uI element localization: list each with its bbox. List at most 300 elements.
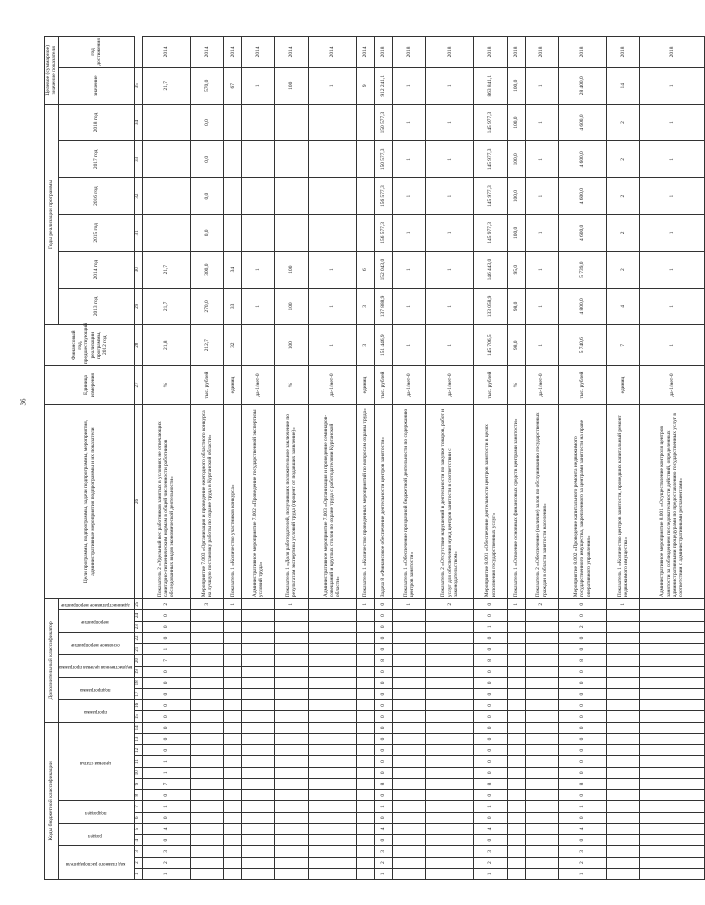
code-digit: 0	[374, 700, 392, 711]
row-year-value: 4 600,0	[558, 104, 607, 141]
column-number: 15	[135, 711, 142, 722]
code-digit	[242, 846, 275, 857]
code-digit	[392, 733, 425, 744]
row-fin: 100	[275, 325, 308, 366]
row-year-value: 1	[425, 104, 474, 141]
row-fin: 145 706,5	[474, 325, 507, 366]
code-digit	[224, 711, 242, 722]
code-digit	[640, 868, 704, 879]
code-digit: 0	[558, 599, 607, 610]
code-digit: 8	[374, 655, 392, 666]
code-digit: 0	[374, 677, 392, 688]
code-digit	[275, 700, 308, 711]
code-digit: 2	[425, 599, 474, 610]
code-digit	[242, 801, 275, 812]
row-name: Задача 8 «Финансовое обеспечение деятельности центров занятости»	[374, 404, 392, 598]
code-digit: 4	[474, 823, 507, 834]
code-digit: 0	[374, 756, 392, 767]
row-year-value: 6	[357, 251, 375, 288]
row-year-value	[224, 141, 242, 178]
code-digit	[640, 689, 704, 700]
code-digit	[357, 812, 375, 823]
code-digit: 0	[374, 711, 392, 722]
code-digit	[191, 632, 224, 643]
column-number: 6	[135, 812, 142, 823]
code-digit: 0	[374, 666, 392, 677]
code-digit	[640, 722, 704, 733]
row-year-value: 100	[275, 288, 308, 325]
code-digit	[191, 778, 224, 789]
code-digit: 1	[558, 801, 607, 812]
row-fin: 32	[224, 325, 242, 366]
code-digit	[507, 801, 525, 812]
code-digit	[425, 722, 474, 733]
code-digit	[357, 610, 375, 621]
row-year-value: 0,0	[191, 141, 224, 178]
code-digit	[392, 722, 425, 733]
code-digit	[607, 677, 640, 688]
code-digit: 0	[142, 812, 191, 823]
row-year-value: 2	[607, 104, 640, 141]
code-digit	[308, 857, 357, 868]
code-digit: 0	[558, 632, 607, 643]
row-fin: 1	[308, 325, 357, 366]
row-year: 2014	[308, 37, 357, 68]
row-year-value: 152 043,0	[374, 251, 392, 288]
code-digit	[507, 868, 525, 879]
code-digit	[392, 857, 425, 868]
row-year-value: 1	[640, 251, 704, 288]
code-digit	[392, 868, 425, 879]
code-digit	[425, 689, 474, 700]
code-digit	[357, 700, 375, 711]
code-digit	[640, 733, 704, 744]
code-digit	[191, 801, 224, 812]
column-number: 26	[135, 404, 142, 598]
code-digit	[525, 767, 558, 778]
code-digit	[275, 689, 308, 700]
row-year: 2014	[224, 37, 242, 68]
code-digit	[392, 711, 425, 722]
header-y2013: 2013 год	[58, 288, 135, 325]
code-digit	[392, 644, 425, 655]
row-year-value	[242, 214, 275, 251]
row-year-value	[242, 178, 275, 215]
row-year-value: 21,7	[142, 251, 191, 288]
code-digit: 0	[142, 835, 191, 846]
row-year-value	[308, 141, 357, 178]
row-year-value	[275, 104, 308, 141]
code-digit: 8	[374, 778, 392, 789]
code-digit	[308, 846, 357, 857]
code-digit	[357, 722, 375, 733]
row-year-value: 1	[425, 178, 474, 215]
row-unit: %	[142, 366, 191, 405]
row-year: 2018	[525, 37, 558, 68]
header-fin: Финансовый год, предшествующий реализации программы, 2012 год	[45, 325, 135, 366]
code-digit	[640, 621, 704, 632]
header-y2015: 2015 год	[58, 214, 135, 251]
code-digit	[224, 868, 242, 879]
row-year-value: 4 600,0	[558, 178, 607, 215]
code-digit: 0	[474, 689, 507, 700]
header-y2018: 2018 год	[58, 104, 135, 141]
code-digit	[525, 812, 558, 823]
code-digit	[525, 632, 558, 643]
code-digit	[308, 632, 357, 643]
row-year-value: 145 977,3	[474, 178, 507, 215]
code-digit	[224, 722, 242, 733]
code-digit	[224, 778, 242, 789]
row-year: 2014	[242, 37, 275, 68]
code-digit	[242, 745, 275, 756]
code-digit	[507, 632, 525, 643]
row-year-value: 145 977,3	[474, 214, 507, 251]
code-digit: 0	[374, 812, 392, 823]
code-digit: 2	[558, 857, 607, 868]
code-digit: 0	[558, 722, 607, 733]
row-fin: 5 740,6	[558, 325, 607, 366]
row-year-value: 137 888,9	[374, 288, 392, 325]
code-digit: 2	[558, 621, 607, 632]
row-year-value: 1	[425, 214, 474, 251]
code-digit	[308, 655, 357, 666]
code-digit	[425, 700, 474, 711]
code-digit	[607, 700, 640, 711]
code-digit	[191, 655, 224, 666]
code-digit	[242, 621, 275, 632]
code-digit	[224, 677, 242, 688]
code-digit: 0	[474, 733, 507, 744]
code-digit	[357, 835, 375, 846]
row-year: 2018	[474, 37, 507, 68]
column-number: 20	[135, 655, 142, 666]
code-digit	[242, 733, 275, 744]
row-total: 863 841,1	[474, 67, 507, 104]
row-fin: 151 446,9	[374, 325, 392, 366]
row-unit: %	[507, 366, 525, 405]
row-total: 1	[425, 67, 474, 104]
code-digit	[425, 644, 474, 655]
code-digit: 0	[474, 632, 507, 643]
code-digit	[357, 711, 375, 722]
header-administr: административное мероприятие	[58, 599, 135, 610]
code-digit	[275, 790, 308, 801]
code-digit	[392, 812, 425, 823]
table-row	[224, 37, 242, 880]
code-digit: 0	[142, 677, 191, 688]
code-digit	[507, 846, 525, 857]
code-digit: 7	[142, 778, 191, 789]
table-row	[142, 37, 191, 880]
code-digit: 7	[142, 655, 191, 666]
row-year-value: 1	[640, 178, 704, 215]
row-year-value	[357, 104, 375, 141]
row-year-value: 1	[640, 288, 704, 325]
code-digit	[525, 610, 558, 621]
row-name: Показатель 1 «Доля работодателей, получивших положительное заключение по результатам экспертизы условий труда (процент от подавших заявление)»	[275, 404, 308, 598]
column-number: 18	[135, 677, 142, 688]
header-activity2: мероприятие	[58, 610, 135, 632]
code-digit	[607, 632, 640, 643]
code-digit	[425, 767, 474, 778]
code-digit	[640, 790, 704, 801]
code-digit	[425, 857, 474, 868]
code-digit	[275, 767, 308, 778]
row-year-value: 2	[607, 251, 640, 288]
code-digit: 3	[374, 846, 392, 857]
table-row	[308, 37, 357, 880]
row-year-value: 0,0	[191, 214, 224, 251]
code-digit: 2	[474, 857, 507, 868]
code-digit: 8	[558, 778, 607, 789]
row-year: 2018	[640, 37, 704, 68]
row-name: Показатель 1 «Обеспечение прозрачной бюджетной деятельности по содержанию центров занятости»	[392, 404, 425, 598]
row-year: 2018	[507, 37, 525, 68]
code-digit: 0	[474, 745, 507, 756]
code-digit	[224, 666, 242, 677]
code-digit: 2	[142, 857, 191, 868]
code-digit	[357, 621, 375, 632]
row-year-value: 1	[525, 288, 558, 325]
column-number: 30	[135, 251, 142, 288]
code-digit	[308, 666, 357, 677]
header-final: Целевое (суммарное) значение показателя	[45, 37, 59, 105]
code-digit	[392, 700, 425, 711]
row-year-value: 1	[392, 178, 425, 215]
code-digit	[640, 655, 704, 666]
row-unit: тыс. рублей	[474, 366, 507, 405]
code-digit	[640, 767, 704, 778]
code-digit	[507, 857, 525, 868]
code-digit	[242, 778, 275, 789]
code-digit	[640, 610, 704, 621]
code-digit: 0	[558, 756, 607, 767]
program-table	[44, 36, 705, 880]
code-digit	[275, 745, 308, 756]
code-digit	[425, 632, 474, 643]
code-digit	[242, 655, 275, 666]
code-digit	[191, 745, 224, 756]
code-digit	[607, 655, 640, 666]
code-digit: 3	[558, 846, 607, 857]
code-digit	[640, 812, 704, 823]
header-podrazdel: подраздел	[58, 801, 135, 823]
code-digit	[392, 677, 425, 688]
column-number: 23	[135, 621, 142, 632]
code-digit	[357, 756, 375, 767]
row-year-value: 1	[392, 141, 425, 178]
code-digit	[191, 812, 224, 823]
code-digit: 0	[558, 835, 607, 846]
code-digit	[224, 801, 242, 812]
row-year-value: 1	[392, 214, 425, 251]
row-year-value: 100,0	[507, 178, 525, 215]
code-digit: 1	[558, 868, 607, 879]
row-year-value: 150 577,3	[374, 104, 392, 141]
code-digit	[640, 677, 704, 688]
code-digit	[525, 790, 558, 801]
code-digit: 0	[374, 722, 392, 733]
row-year-value	[142, 104, 191, 141]
table-row	[357, 37, 375, 880]
column-number: 2	[135, 857, 142, 868]
code-digit	[191, 733, 224, 744]
column-number: 28	[135, 325, 142, 366]
code-digit	[607, 790, 640, 801]
code-digit	[525, 857, 558, 868]
row-year: 2014	[142, 37, 191, 68]
row-year-value	[357, 141, 375, 178]
row-year-value: 270,0	[191, 288, 224, 325]
code-digit	[308, 733, 357, 744]
row-name: Административное мероприятие 7.002 «Проведение государственной экспертизы условий труда»	[242, 404, 275, 598]
code-digit	[275, 722, 308, 733]
code-digit	[242, 812, 275, 823]
code-digit	[357, 767, 375, 778]
code-digit	[607, 689, 640, 700]
row-year-value: 34	[224, 251, 242, 288]
code-digit	[607, 778, 640, 789]
code-digit	[357, 857, 375, 868]
column-number: 5	[135, 823, 142, 834]
code-digit	[607, 812, 640, 823]
code-digit: 0	[142, 700, 191, 711]
row-year-value	[357, 214, 375, 251]
row-name: Показатель 2 «Отсутствие нарушений в деятельности по закупке товаров, работ и услуг для обеспечения нужд центров занятости в соответствии с законодательством»	[425, 404, 474, 598]
code-digit	[425, 621, 474, 632]
header-ved: код главного распорядителя	[58, 846, 135, 880]
code-digit	[224, 733, 242, 744]
row-year-value: 2	[607, 178, 640, 215]
code-digit	[640, 801, 704, 812]
code-digit	[357, 733, 375, 744]
header-unit: Единица измерения	[45, 366, 135, 405]
row-unit: единиц	[224, 366, 242, 405]
code-digit	[275, 711, 308, 722]
header-y2014: 2014 год	[58, 251, 135, 288]
code-digit: 0	[558, 767, 607, 778]
code-digit	[308, 868, 357, 879]
row-year-value: 100,0	[507, 214, 525, 251]
code-digit	[308, 621, 357, 632]
code-digit	[507, 666, 525, 677]
code-digit	[507, 711, 525, 722]
row-year-value: 1	[525, 104, 558, 141]
row-year: 2014	[191, 37, 224, 68]
row-year-value	[224, 214, 242, 251]
code-digit	[607, 644, 640, 655]
code-digit: 0	[474, 756, 507, 767]
row-year-value: 1	[525, 214, 558, 251]
row-year-value	[308, 178, 357, 215]
code-digit	[275, 778, 308, 789]
code-digit	[640, 846, 704, 857]
code-digit	[224, 846, 242, 857]
header-years: Годы реализации программы	[45, 104, 59, 325]
code-digit: 1	[142, 767, 191, 778]
row-unit: %	[275, 366, 308, 405]
row-year-value: 33	[224, 288, 242, 325]
row-year-value: 100,0	[507, 104, 525, 141]
row-unit: тыс. рублей	[374, 366, 392, 405]
code-digit	[425, 666, 474, 677]
row-year-value	[275, 178, 308, 215]
code-digit: 0	[374, 621, 392, 632]
code-digit: 8	[474, 655, 507, 666]
code-digit	[525, 823, 558, 834]
code-digit: 1	[142, 644, 191, 655]
code-digit	[525, 677, 558, 688]
row-unit: тыс. рублей	[191, 366, 224, 405]
code-digit	[525, 700, 558, 711]
code-digit	[425, 823, 474, 834]
code-digit: 1	[392, 599, 425, 610]
code-digit: 0	[474, 610, 507, 621]
code-digit	[242, 632, 275, 643]
code-digit	[308, 689, 357, 700]
code-digit	[191, 621, 224, 632]
column-number: 4	[135, 835, 142, 846]
column-number: 11	[135, 756, 142, 767]
code-digit	[607, 835, 640, 846]
row-year: 2018	[558, 37, 607, 68]
code-digit: 4	[558, 823, 607, 834]
code-digit	[392, 801, 425, 812]
code-digit	[507, 733, 525, 744]
code-digit: 0	[474, 677, 507, 688]
row-total: 21,7	[142, 67, 191, 104]
code-digit	[191, 700, 224, 711]
column-number: 9	[135, 778, 142, 789]
code-digit	[275, 801, 308, 812]
code-digit	[507, 823, 525, 834]
header-add-class: Дополнительный классификатор	[45, 599, 59, 723]
code-digit	[275, 733, 308, 744]
code-digit: 0	[474, 767, 507, 778]
row-year-value: 300,0	[191, 251, 224, 288]
code-digit: 4	[142, 823, 191, 834]
code-digit: 3	[474, 846, 507, 857]
code-digit	[640, 835, 704, 846]
code-digit: 0	[374, 632, 392, 643]
row-year-value: 2	[607, 141, 640, 178]
table-row	[392, 37, 425, 880]
row-year: 2018	[392, 37, 425, 68]
code-digit	[425, 711, 474, 722]
row-total: 100	[275, 67, 308, 104]
header-cel: целевая статья	[58, 722, 135, 801]
row-total: 1	[525, 67, 558, 104]
row-year-value	[308, 104, 357, 141]
code-digit	[308, 812, 357, 823]
row-total: 1	[242, 67, 275, 104]
code-digit	[275, 823, 308, 834]
row-year-value	[142, 214, 191, 251]
code-digit	[191, 868, 224, 879]
row-fin: 1	[525, 325, 558, 366]
code-digit	[392, 610, 425, 621]
row-unit: да-1/нет-0	[308, 366, 357, 405]
code-digit: 0	[558, 666, 607, 677]
code-digit	[357, 790, 375, 801]
row-name: Показатель 1 «Количество участников конкурса»	[224, 404, 242, 598]
code-digit	[425, 801, 474, 812]
code-digit: 0	[558, 745, 607, 756]
code-digit	[392, 835, 425, 846]
code-digit	[224, 700, 242, 711]
row-fin: 3	[357, 325, 375, 366]
